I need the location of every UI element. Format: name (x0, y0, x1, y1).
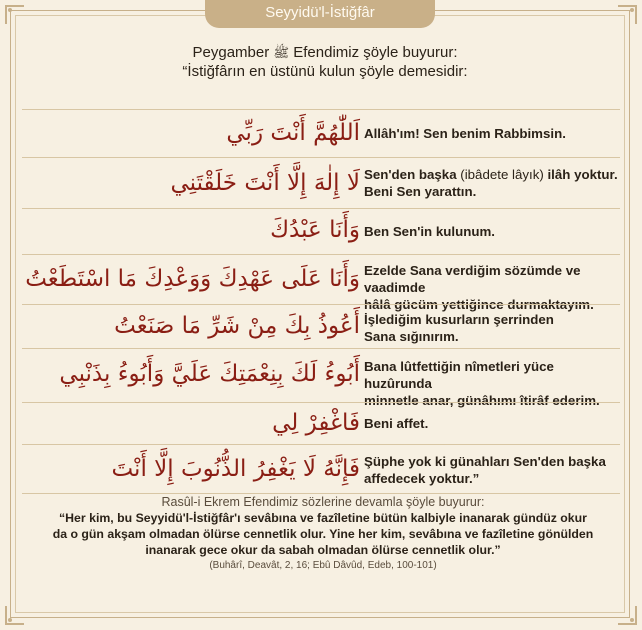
translation-line: Allâh'ım! Sen benim Rabbimsin. (364, 126, 566, 141)
footer-lead: Rasûl-i Ekrem Efendimiz sözlerine devamla şöyle buyurur: (161, 495, 485, 509)
footer-quote-line: da o gün akşam olmadan ölürse cennetlik olur. Yine her kim, sevâbına ve fazîletine gönülden (52, 527, 594, 541)
corner-ornament-icon (4, 604, 26, 626)
translation-line (364, 166, 620, 183)
page-title: Seyyidü'l-İstiğfâr (205, 0, 435, 28)
table-row (22, 208, 620, 254)
arabic-text: أَعُوذُ بِكَ مِنْ شَرِّ مَا صَنَعْتُ (114, 313, 360, 339)
translation-part: Sen'den başka (364, 167, 461, 182)
translation-line: minnetle anar, günâhımı îtirâf ederim. (364, 393, 600, 408)
table-row (22, 444, 620, 494)
translation-line: hâlâ gücüm yettiğince durmaktayım. (364, 297, 594, 312)
translation-line: affedecek yoktur.” (364, 471, 480, 486)
dua-table (22, 109, 620, 494)
corner-ornament-icon (4, 4, 26, 26)
arabic-text: وَأَنَا عَبْدُكَ (270, 217, 360, 243)
footer-quote-line: “Her kim, bu Seyyidü'l-İstiğfâr'ı sevâbına ve fazîletine bütün kalbiyle inanarak gündüz okur (59, 511, 587, 525)
salawat-symbol: ﷺ (273, 46, 290, 61)
translation-line: Beni Sen yarattın. (364, 184, 477, 199)
translation-line: Ben Sen'in kulunum. (364, 224, 495, 239)
translation-line: Beni affet. (364, 416, 429, 431)
table-row (22, 348, 620, 408)
arabic-text: فَإِنَّهُ لَا يَغْفِرُ الذُّنُوبَ إِلَّا أَنْتَ (111, 456, 360, 482)
table-row (22, 254, 620, 312)
translation-line: İşlediğim kusurların şerrinden (364, 312, 554, 327)
arabic-text: اَللّٰهُمَّ أَنْتَ رَبِّي (226, 120, 360, 146)
translation-text (364, 453, 620, 487)
arabic-text: وَأَنَا عَلَى عَهْدِكَ وَوَعْدِكَ مَا اسْتَطَعْتُ (25, 266, 360, 292)
translation-note: (ibâdete lâyık) (460, 167, 544, 182)
footer-quote (40, 510, 606, 558)
translation-text (364, 223, 620, 240)
translation-text (364, 125, 620, 142)
arabic-text: لَا إِلٰهَ إِلَّا أَنْتَ خَلَقْتَنِي (170, 170, 360, 196)
table-row (22, 109, 620, 157)
source-citation: (Buhârî, Deavât, 2, 16; Ebû Dâvûd, Edeb, 100-101) (209, 560, 437, 571)
table-row (22, 157, 620, 208)
translation-text (364, 311, 620, 345)
intro-line-1-after: Efendimiz şöyle buyurur: (289, 44, 458, 61)
translation-part: ilâh yoktur. (543, 167, 618, 182)
intro (60, 44, 590, 81)
footer (40, 494, 606, 573)
arabic-text: أَبُوءُ لَكَ بِنِعْمَتِكَ عَلَيَّ وَأَبُوءُ بِذَنْبِي (59, 361, 360, 387)
translation-line: Ezelde Sana verdiğim sözümde ve vaadimde (364, 263, 581, 295)
translation-line: Sana sığınırım. (364, 329, 459, 344)
translation-text (364, 415, 620, 432)
intro-line-2: “İstiğfârın en üstünü kulun şöyle demesidir: (182, 63, 468, 80)
table-row (22, 304, 620, 348)
arabic-text: فَاغْفِرْ لِي (272, 410, 360, 436)
translation-line: Bana lûtfettiğin nîmetleri yüce huzûrunda (364, 359, 554, 391)
intro-line-1 (60, 44, 590, 63)
corner-ornament-icon (616, 4, 638, 26)
intro-line-1-before: Peygamber (192, 44, 274, 61)
footer-quote-line: inanarak gece okur da sabah olmadan ölürse cennetlik olur.” (145, 543, 501, 557)
table-row (22, 402, 620, 444)
corner-ornament-icon (616, 604, 638, 626)
translation-text (364, 166, 620, 200)
translation-line: Şüphe yok ki günahları Sen'den başka (364, 454, 606, 469)
